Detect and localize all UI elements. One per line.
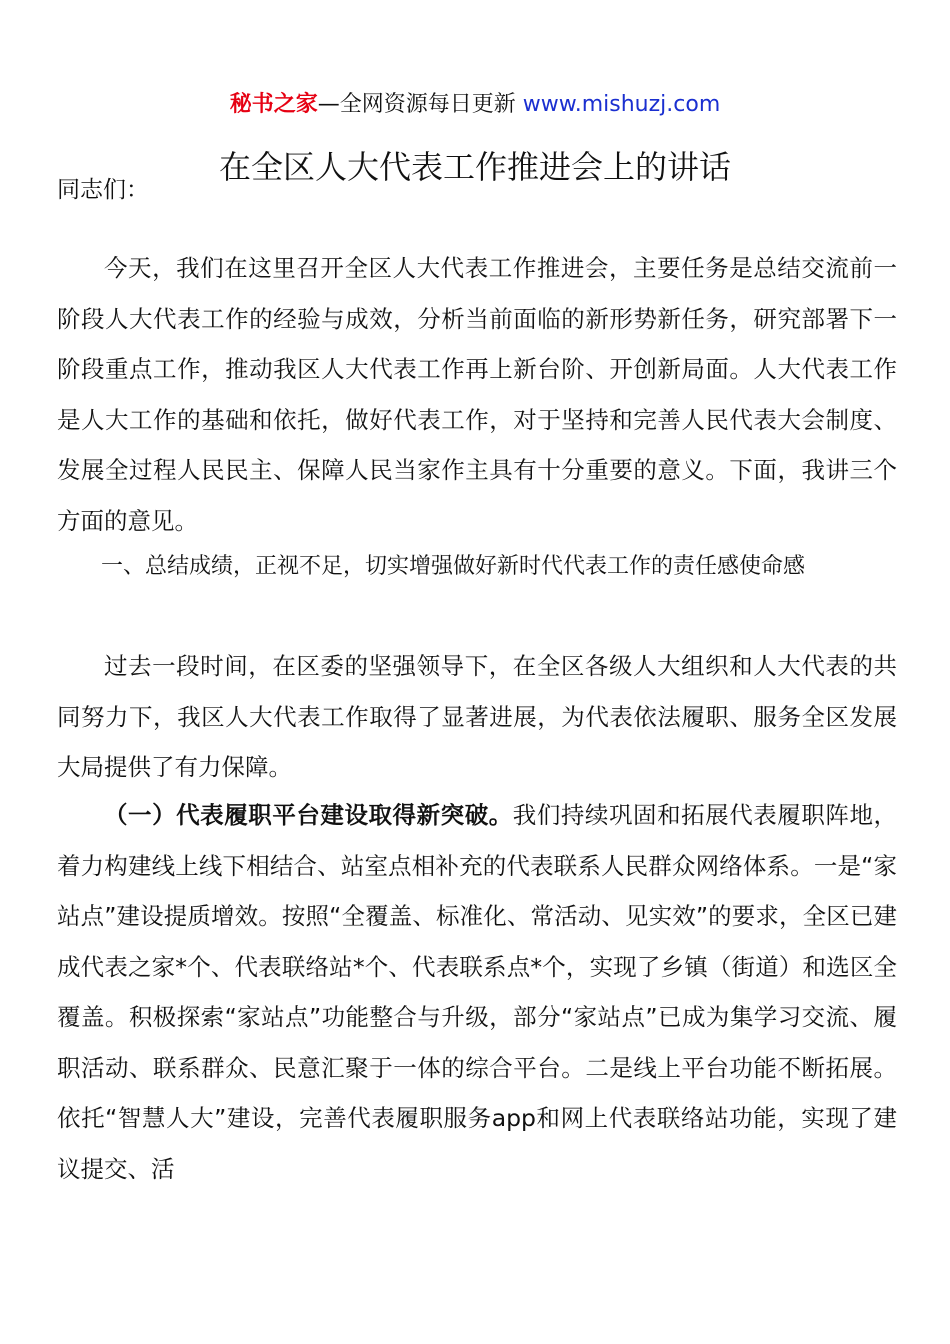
section-heading-1: 一、总结成绩，正视不足，切实增强做好新时代代表工作的责任感使命感: [101, 554, 806, 579]
subsection-lead: （一）代表履职平台建设取得新突破。: [104, 801, 513, 829]
site-header: [0, 88, 950, 122]
page-title: 在全区人大代表工作推进会上的讲话: [218, 148, 731, 186]
brand-name: 秘书之家: [229, 92, 318, 117]
site-url-link[interactable]: www.mishuzj.com: [522, 92, 721, 117]
section-paragraph-1: 过去一段时间，在区委的坚强领导下，在全区各级人大组织和人大代表的共同努力下，我区人大代表工作取得了显著进展，为代表依法履职、服务全区发展大局提供了有力保障。: [57, 652, 897, 781]
subsection-body: 我们持续巩固和拓展代表履职阵地，着力构建线上线下相结合、站室点相补充的代表联系人民群众网络体系。一是“家站点”建设提质增效。按照“全覆盖、标准化、常活动、见实效”的要求，全区已建成代表之家*个、代表联络站*个、代表联系点*个，实现了乡镇（街道）和选区全覆盖。积极探索“家站点”功能整合与升级，部分“家站点”已成为集学习交流、履职活动、联系群众、民意汇聚于一体的综合平台。二是线上平台功能不断拓展。依托“智慧人大”建设，完善代表履职服务app和网上代表联络站功能，实现了建议提交、活: [57, 801, 897, 1183]
subsection-paragraph-1: [57, 790, 897, 1194]
site-tagline: —全网资源每日更新: [317, 92, 516, 117]
salutation: 同志们：: [57, 177, 149, 203]
intro-paragraph: 今天，我们在这里召开全区人大代表工作推进会，主要任务是总结交流前一阶段人大代表工作的经验与成效，分析当前面临的新形势新任务，研究部署下一阶段重点工作，推动我区人大代表工作再上新台阶、开创新局面。人大代表工作是人大工作的基础和依托，做好代表工作，对于坚持和完善人民代表大会制度、发展全过程人民民主、保障人民当家作主具有十分重要的意义。下面，我讲三个方面的意见。: [57, 254, 897, 535]
